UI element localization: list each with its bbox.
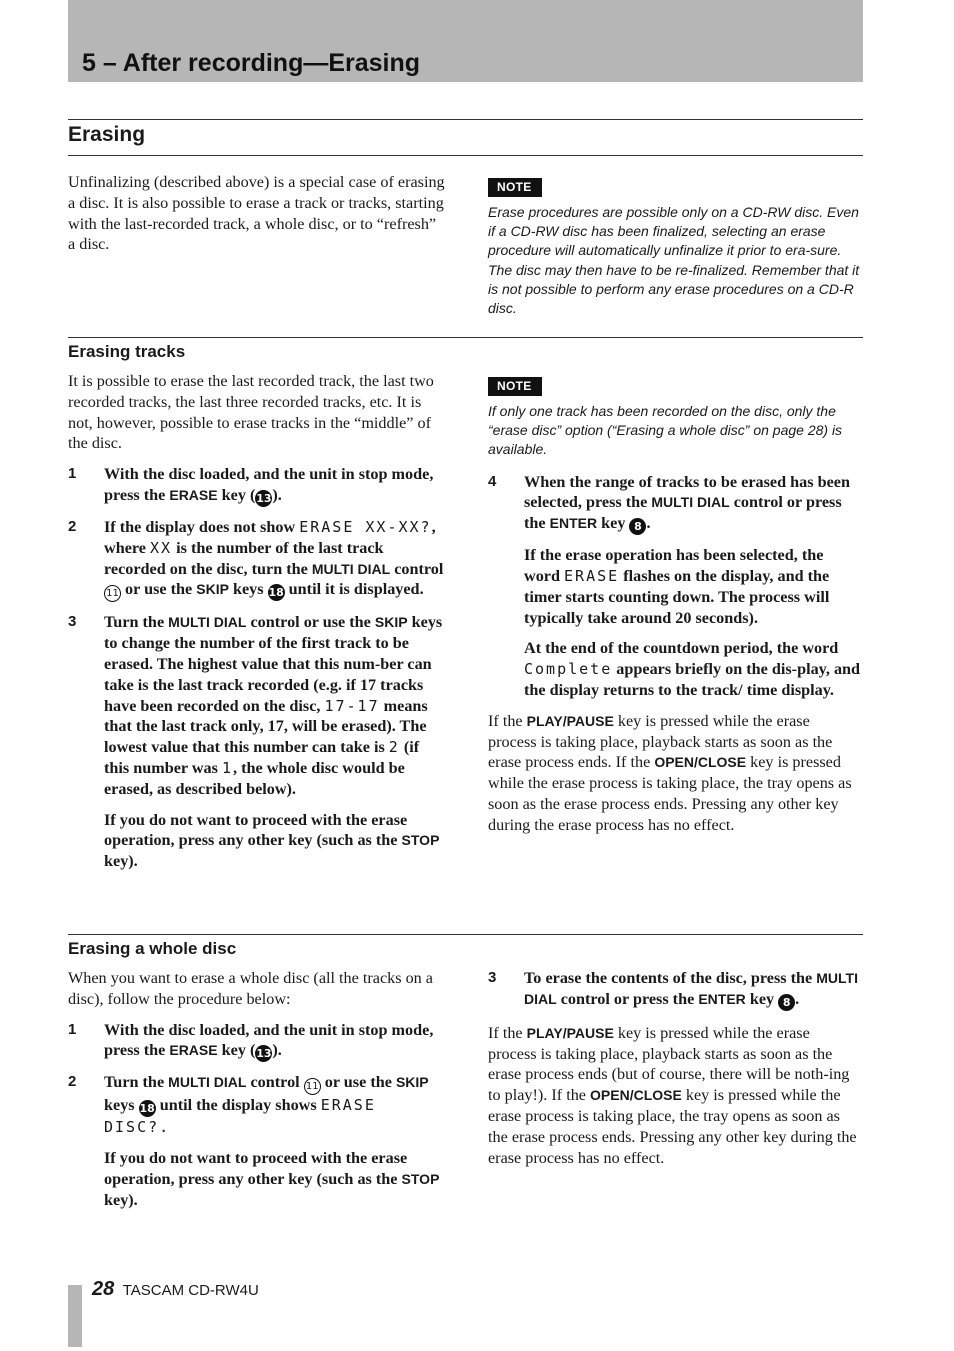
step-3: [488, 968, 862, 1011]
skip-key-label: SKIP: [395, 1074, 429, 1091]
step-number: 4: [488, 472, 497, 490]
step-text: Turn the MULTI DIAL control or use the SKIP keys to change the number of the first track to be erased. The highest value that this num-ber can take is the last track recorded (e.g. if 17 tracks have been recorded on the disc, 17-17 means that the last track only, 17, will be erased). The lowest value that this number can take is 2 (if this number was 1, the whole disc would be erased, as described below). If you do not want to proceed with the erase operation, press any other key (such as the STOP key).: [104, 613, 443, 871]
footer-bar: [68, 1285, 82, 1347]
lcd-readout: 17-17: [324, 696, 380, 715]
open-close-key-label: OPEN/CLOSE: [590, 1087, 682, 1104]
lcd-readout: 1: [221, 758, 234, 777]
intro-paragraph: Unfinalizing (described above) is a special case of erasing a disc. It is also possible to erase a track or tracks, starting with the last-recorded track, a whole disc, or to “refresh” a disc.: [68, 173, 445, 254]
divider: [68, 337, 863, 338]
callout-11-icon: 11: [304, 1078, 321, 1095]
divider: [68, 119, 863, 120]
callout-18-icon: 18: [268, 586, 284, 600]
intro-note: [488, 176, 862, 318]
multi-dial-key-label: MULTI DIAL: [168, 1074, 247, 1091]
divider: [68, 155, 863, 156]
erasing-tracks-paragraph: It is possible to erase the last recorded track, the last two recorded tracks, the last three recorded tracks, etc. It is not, however, possible to erase tracks in the “middle” of the disc.: [68, 372, 434, 453]
erasing-disc-right-column: [488, 958, 862, 1168]
open-close-key-label: OPEN/CLOSE: [654, 754, 747, 771]
stop-key-label: STOP: [401, 1170, 440, 1187]
erasing-disc-paragraph: When you want to erase a whole disc (all the tracks on a disc), follow the procedure below:: [68, 969, 433, 1008]
multi-dial-key-label: MULTI DIAL: [524, 970, 858, 1007]
callout-18-icon: 18: [139, 1102, 155, 1116]
step-number: 1: [68, 1020, 77, 1038]
step-text: To erase the contents of the disc, press the MULTI DIAL control or press the ENTER key 8 .: [524, 969, 858, 1009]
step-number: 3: [68, 613, 77, 631]
step-text: If the display does not show ERASE XX-XX?, where XX is the number of the last track recorded on the disc, turn the MULTI DIAL control 11 or use the SKIP keys 18 until it is displayed.: [104, 517, 446, 602]
callout-11-icon: 11: [104, 585, 121, 602]
lcd-readout: XX: [150, 538, 173, 557]
step-3: [68, 612, 446, 872]
erasing-tracks-left-column: [68, 371, 446, 872]
step-1: [68, 464, 446, 507]
note-text: If only one track has been recorded on the disc, only the “erase disc” option (“Erasing a whole disc” on page 28) is available.: [488, 403, 843, 458]
erasing-tracks-after-paragraph: If the PLAY/PAUSE key is pressed while the erase process is taking place, playback starts as soon as the erase process ends. If the OPEN/CLOSE key is pressed while the erase process is taking place, the tray opens as soon as the erase process ends. Pressing any other key during the erase process has no effect.: [488, 711, 852, 834]
step-1: [68, 1020, 446, 1063]
callout-8-icon: 8: [778, 994, 795, 1011]
lcd-readout: ERASE XX-XX?: [299, 517, 432, 536]
step-text: With the disc loaded, and the unit in stop mode, press the ERASE key (13).: [104, 465, 434, 505]
lcd-readout: ERASE: [564, 567, 620, 585]
multi-dial-key-label: MULTI DIAL: [168, 614, 247, 631]
intro-column: [68, 172, 446, 255]
chapter-title: 5 – After recording—Erasing: [82, 49, 421, 77]
chapter-header-bar: [68, 0, 863, 82]
lcd-readout: Complete: [524, 660, 613, 679]
step-text: With the disc loaded, and the unit in stop mode, press the ERASE key (13).: [104, 1020, 434, 1061]
step-4: [488, 472, 862, 701]
stop-key-label: STOP: [401, 832, 440, 849]
step-2: [68, 517, 446, 602]
step-text: When the range of tracks to be erased has been selected, press the MULTI DIAL control or press the ENTER key 8 . If the erase operation has been selected, the word ERASE flashes on the display, and the timer starts counting down. The process will typically take around 20 seconds). At the end of the countdown period, the word Complete appears briefly on the dis-play, and the display returns to the track/ time display.: [524, 472, 861, 699]
enter-key-label: ENTER: [549, 515, 598, 532]
callout-13-icon: 13: [256, 1047, 272, 1061]
step-number: 1: [68, 465, 77, 483]
lcd-readout: 2: [388, 738, 400, 757]
erasing-disc-after-paragraph: If the PLAY/PAUSE key is pressed while the erase process is taking place, playback starts as soon as the erase process ends (but of course, there will be noth-ing to play!). If the OPEN/CLOSE key is pressed while the erase process is taking place, the tray opens as soon as the erase process ends. Pressing any other key during the erase process has no effect.: [488, 1023, 857, 1167]
divider: [68, 934, 863, 935]
play-pause-key-label: PLAY/PAUSE: [526, 1024, 614, 1041]
note-badge: NOTE: [488, 377, 542, 396]
lcd-readout: ERASE DISC?.: [104, 1096, 376, 1137]
erasing-disc-heading: Erasing a whole disc: [68, 939, 237, 958]
erasing-tracks-right-column: [488, 375, 862, 836]
multi-dial-key-label: MULTI DIAL: [311, 560, 391, 577]
page-number: 28: [92, 1278, 115, 1300]
play-pause-key-label: PLAY/PAUSE: [526, 712, 614, 729]
note-text: Erase procedures are possible only on a CD-RW disc. Even if a CD-RW disc has been finalized, selecting an erase procedure will automatically unfinalize it prior to era-sure. The disc may then have to be re-finalized. Remember that it is not possible to perform any erase procedures on a CD-R disc.: [488, 204, 860, 317]
erase-key-label: ERASE: [169, 1042, 218, 1059]
erase-key-label: ERASE: [169, 486, 218, 503]
enter-key-label: ENTER: [698, 990, 746, 1007]
callout-8-icon: 8: [629, 518, 646, 535]
section-title: Erasing: [68, 123, 146, 146]
skip-key-label: SKIP: [374, 614, 408, 631]
erasing-disc-left-column: [68, 968, 446, 1211]
multi-dial-key-label: MULTI DIAL: [651, 494, 730, 511]
step-2: [68, 1072, 446, 1210]
callout-13-icon: 13: [256, 491, 272, 505]
note-badge: NOTE: [488, 178, 542, 197]
step-number: 2: [68, 517, 77, 535]
step-number: 3: [488, 969, 497, 986]
step-number: 2: [68, 1073, 77, 1091]
skip-key-label: SKIP: [196, 581, 229, 598]
step-text: Turn the MULTI DIAL control 11 or use the SKIP keys 18 until the display shows ERASE DISC?. If you do not want to proceed with the erase operation, press any other key (such as the STOP key).: [104, 1073, 440, 1209]
product-name: TASCAM CD-RW4U: [122, 1282, 259, 1299]
erasing-tracks-heading: Erasing tracks: [68, 342, 186, 361]
page-footer: [92, 1278, 259, 1301]
